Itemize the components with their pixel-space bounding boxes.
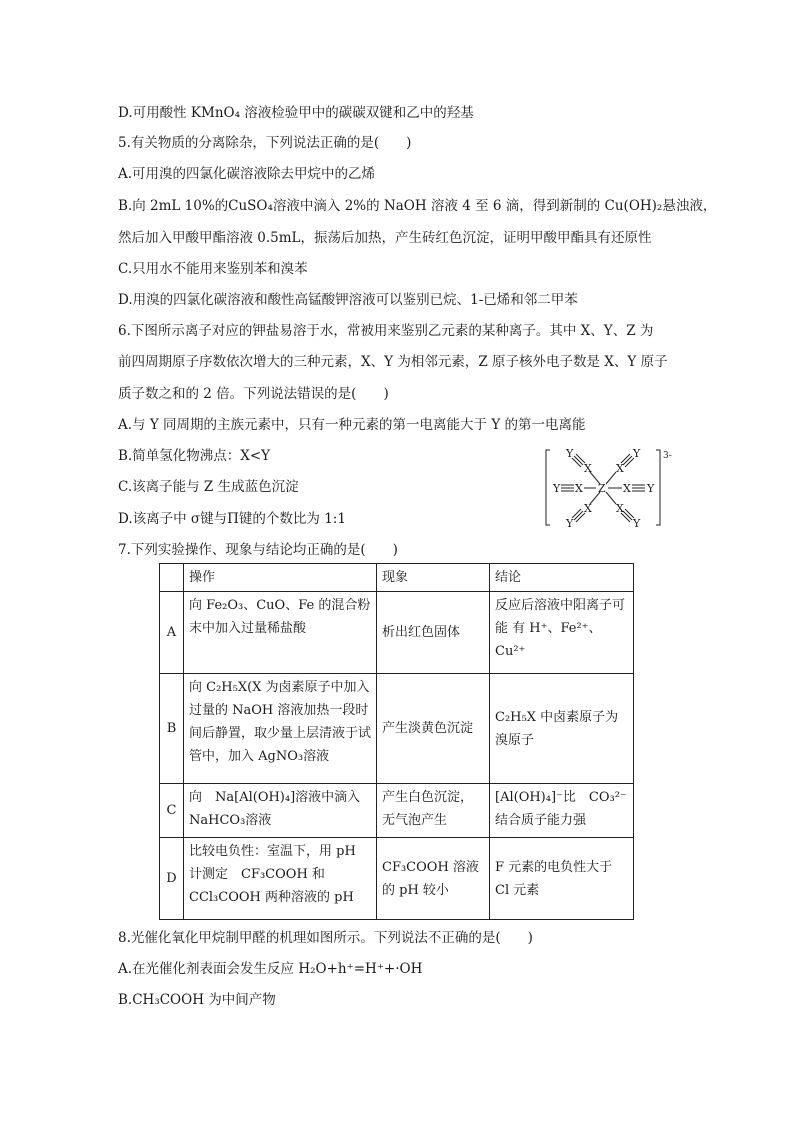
row-conclusion: C₂H₅X 中卤素原子为溴原子: [490, 674, 634, 784]
row-phenomenon: CF₃COOH 溶液的 pH 较小: [377, 838, 490, 920]
q6-option-c: C.该离子能与 Z 生成蓝色沉淀: [118, 479, 299, 495]
row-operation: 比较电负性：室温下，用 pH 计测定 CF₃COOH 和 CCl₃COOH 两种溶液的 pH: [184, 838, 377, 920]
row-phenomenon: 产生白色沉淀，无气泡产生: [377, 784, 490, 838]
atom-x-ur: X: [616, 462, 624, 475]
ion-charge: 3-: [663, 451, 672, 461]
row-operation: 向 C₂H₅X(X 为卤素原子中加入过量的 NaOH 溶液加热一段时间后静置，取少量上层清液于试管中，加入 AgNO₃溶液: [184, 674, 377, 784]
table-row: [160, 784, 634, 838]
row-label: C: [160, 784, 184, 838]
q5-option-b-line2: 然后加入甲酸甲酯溶液 0.5mL，振荡后加热，产生砖红色沉淀，证明甲酸甲酯具有还原性: [118, 230, 652, 246]
q5-option-d: D.用溴的四氯化碳溶液和酸性高锰酸钾溶液可以鉴别已烷、1-已烯和邻二甲苯: [118, 292, 578, 308]
header-conclusion: 结论: [490, 564, 634, 592]
atom-z-center: Z: [598, 482, 606, 495]
q6-stem-line1: 6.下图所示离子对应的钾盐易溶于水，常被用来鉴别乙元素的某种离子。其中 X、Y、Z 为: [118, 323, 654, 339]
experiment-table: [159, 563, 634, 920]
row-label: A: [160, 592, 184, 674]
atom-y-right: Y: [647, 482, 655, 495]
atom-x-left: X: [575, 482, 583, 495]
row-operation: 向 Na[Al(OH)₄]溶液中滴入 NaHCO₃溶液: [184, 784, 377, 838]
q8-stem: 8.光催化氧化甲烷制甲醛的机理如图所示。下列说法不正确的是( ): [118, 930, 533, 946]
atom-x-ul: X: [584, 462, 592, 475]
atom-y-ur: Y: [633, 448, 641, 460]
header-operation: 操作: [184, 564, 377, 592]
table-header-row: [160, 564, 634, 592]
atom-y-ll: Y: [566, 517, 574, 528]
q5-option-b-line1: B.向 2mL 10%的CuSO₄溶液中滴入 2%的 NaOH 溶液 4 至 6 滴，得到新制的 Cu(OH)₂悬浊液，: [118, 198, 717, 214]
q5-stem: 5.有关物质的分离除杂，下列说法正确的是( ): [118, 135, 412, 151]
row-label: B: [160, 674, 184, 784]
q5-option-c: C.只用水不能用来鉴别苯和溴苯: [118, 261, 308, 277]
row-conclusion: 反应后溶液中阳离子可 能 有 H⁺、Fe²⁺、Cu²⁺: [490, 592, 634, 674]
q7-stem: 7.下列实验操作、现象与结论均正确的是( ): [118, 542, 398, 558]
atom-y-left: Y: [553, 482, 561, 495]
atom-y-ul: Y: [566, 448, 574, 460]
row-operation: 向 Fe₂O₃、CuO、Fe 的混合粉末中加入过量稀盐酸: [184, 592, 377, 674]
row-conclusion: F 元素的电负性大于 Cl 元素: [490, 838, 634, 920]
table-row: [160, 674, 634, 784]
complex-ion-structure: [544, 448, 684, 528]
q6-option-b: B.简单氢化物沸点：X<Y: [118, 448, 271, 464]
atom-x-right: X: [623, 482, 631, 495]
q6-stem-line2: 前四周期原子序数依次增大的三种元素，X、Y 为相邻元素，Z 原子核外电子数是 X、Y 原子: [118, 354, 668, 370]
atom-x-ll: X: [584, 502, 592, 515]
row-phenomenon: 产生淡黄色沉淀: [377, 674, 490, 784]
table-row: [160, 592, 634, 674]
q8-option-b: B.CH₃COOH 为中间产物: [118, 992, 276, 1008]
row-conclusion: [Al(OH)₄]⁻比 CO₃²⁻结合质子能力强: [490, 784, 634, 838]
q6-stem-line3: 质子数之和的 2 倍。下列说法错误的是( ): [118, 386, 389, 402]
q5-option-a: A.可用溴的四氯化碳溶液除去甲烷中的乙烯: [118, 166, 376, 182]
atom-x-lr: X: [616, 502, 624, 515]
table-row: [160, 838, 634, 920]
header-phenomenon: 现象: [377, 564, 490, 592]
header-blank: [160, 564, 184, 592]
q8-option-a: A.在光催化剂表面会发生反应 H₂O+h⁺=H⁺+·OH: [118, 961, 423, 977]
atom-y-lr: Y: [633, 517, 641, 528]
q4-option-d: D.可用酸性 KMnO₄ 溶液检验甲中的碳碳双键和乙中的羟基: [118, 105, 474, 121]
q6-option-d: D.该离子中 σ键与Π键的个数比为 1:1: [118, 511, 346, 527]
q6-option-a: A.与 Y 同周期的主族元素中，只有一种元素的第一电离能大于 Y 的第一电离能: [118, 417, 586, 433]
row-phenomenon: 析出红色固体: [377, 592, 490, 674]
row-label: D: [160, 838, 184, 920]
